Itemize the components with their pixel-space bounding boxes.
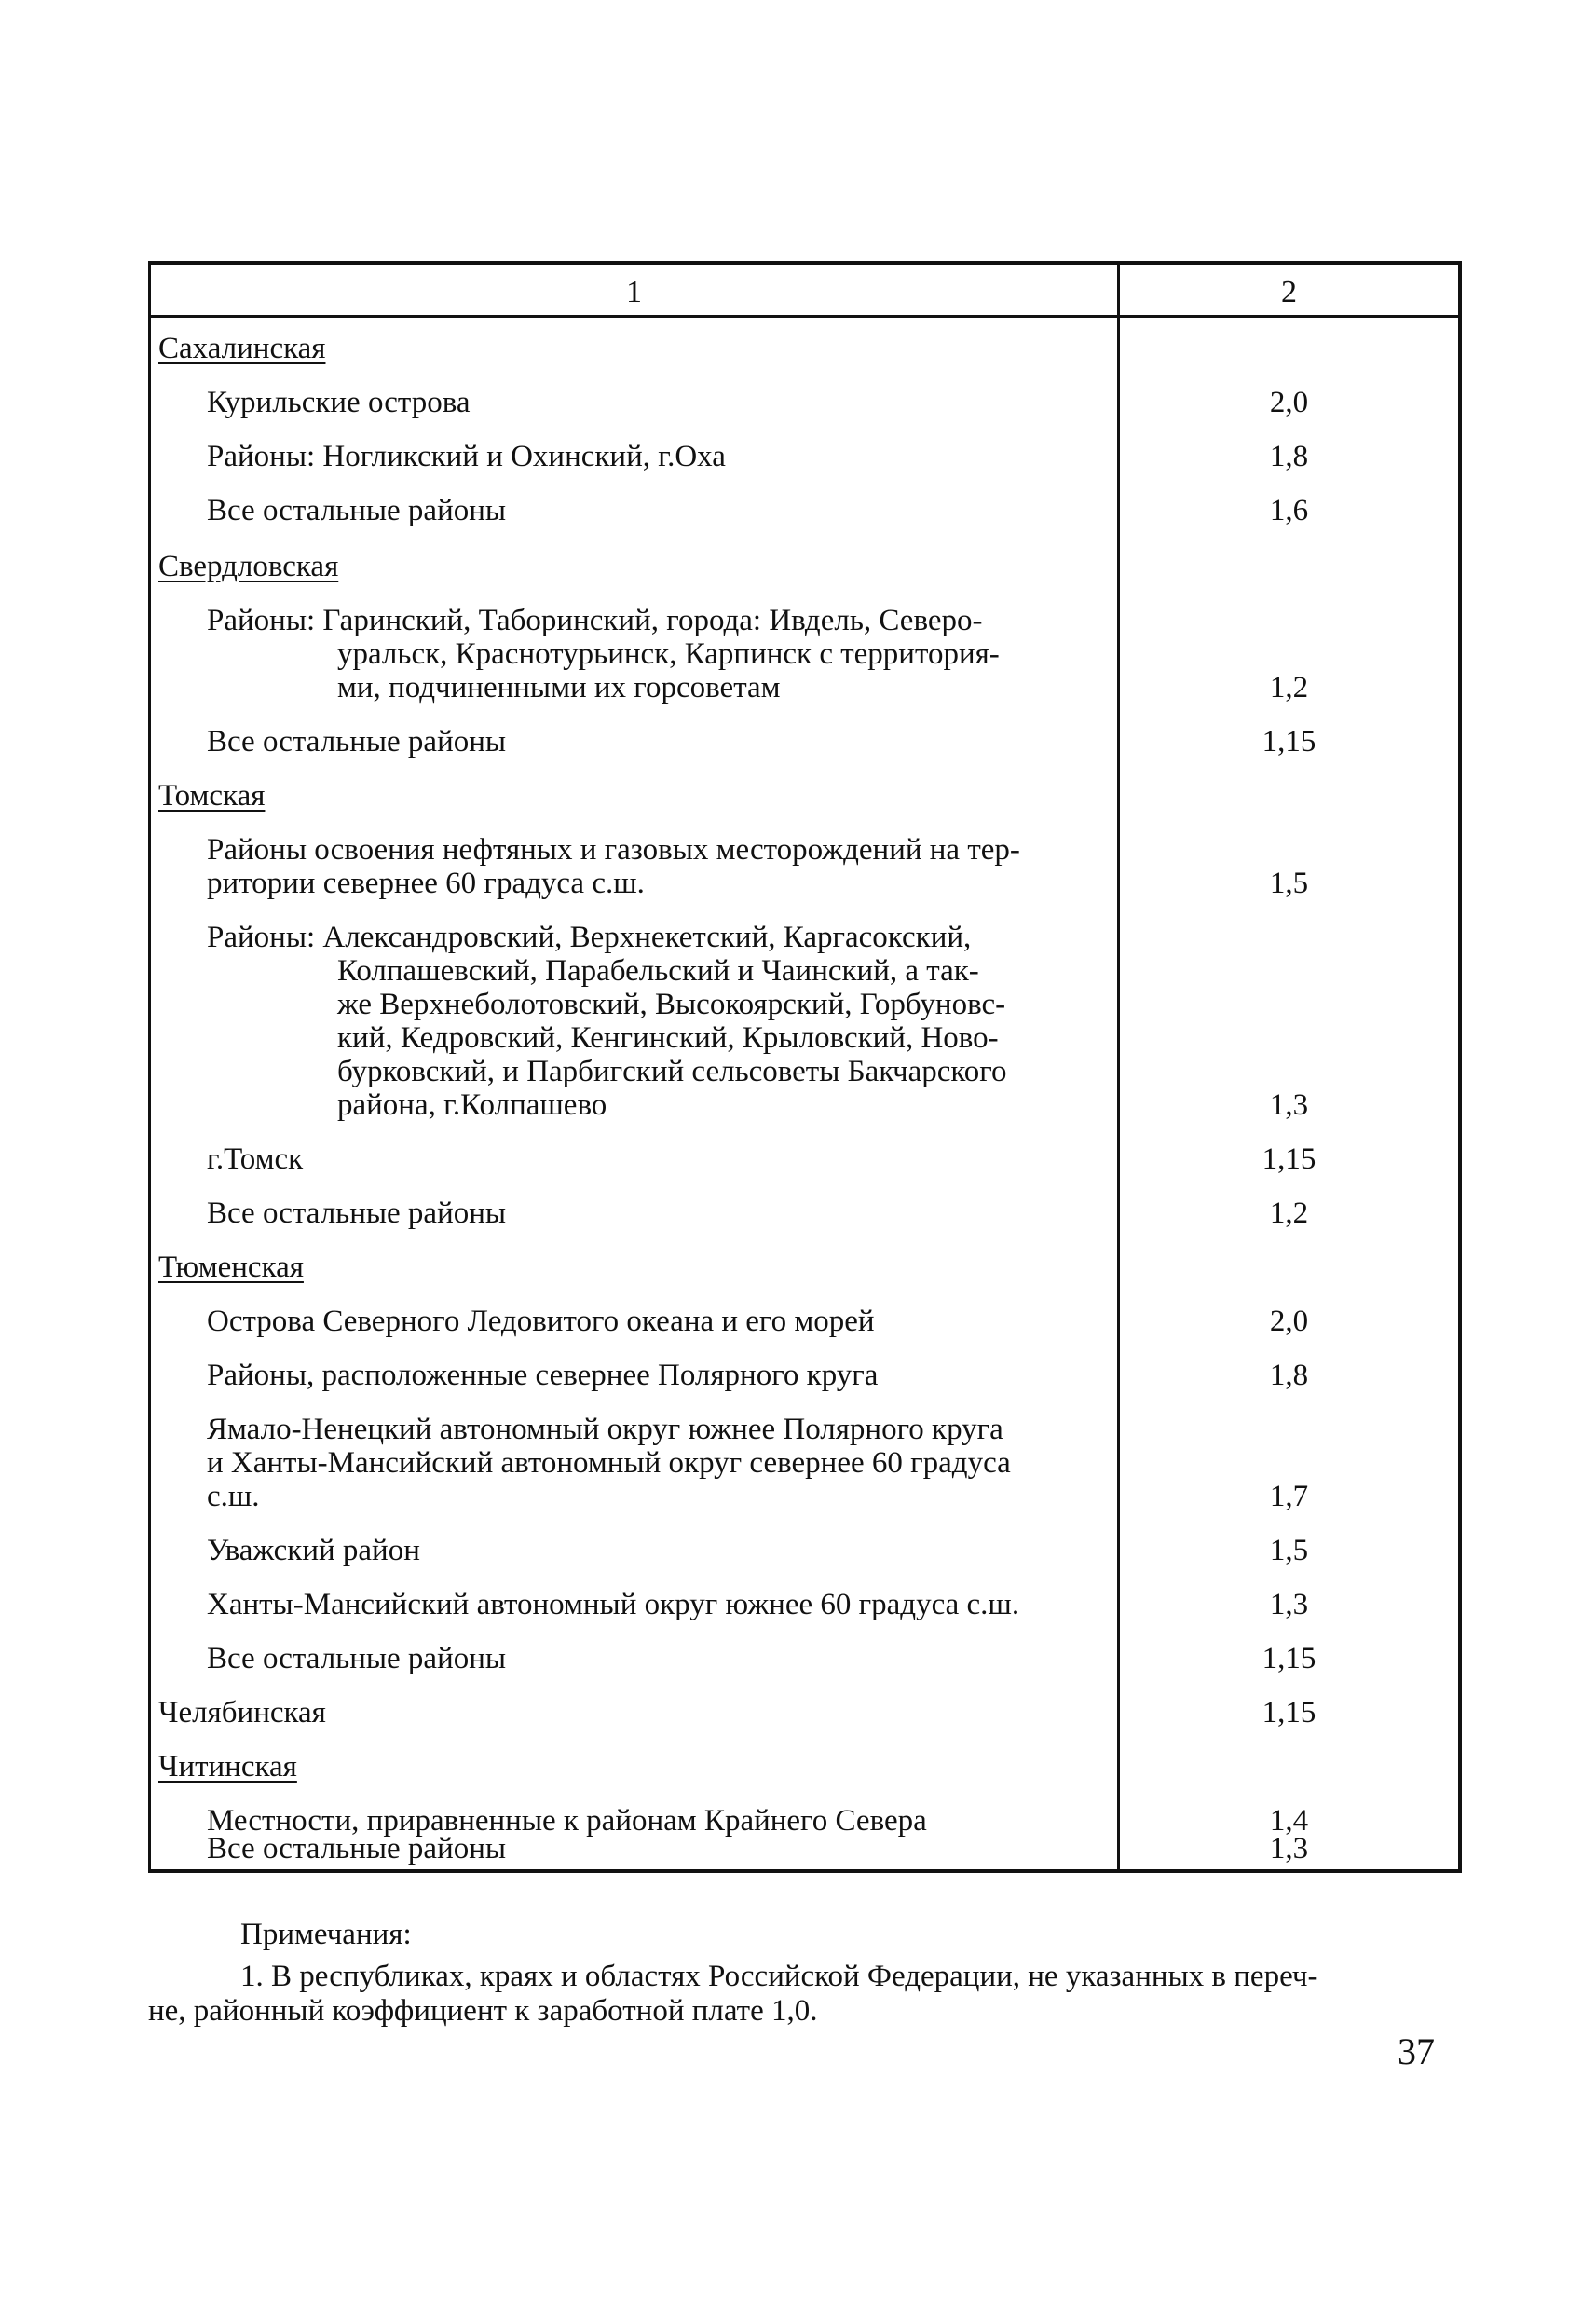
district-text: Все остальные районы <box>207 725 507 759</box>
coefficient-value: 1,3 <box>1269 1088 1309 1122</box>
district-text: Все остальные районы <box>207 1832 507 1866</box>
district-text: бурковский, и Парбигский сельсоветы Бакчарского <box>337 1055 1007 1088</box>
coefficient-value: 1,8 <box>1269 1359 1309 1392</box>
coefficient-value: 1,2 <box>1269 1196 1309 1230</box>
district-text: кий, Кедровский, Кенгинский, Крыловский, Ново- <box>337 1021 999 1055</box>
region-name: Челябинская <box>158 1696 326 1729</box>
coefficient-value: 1,2 <box>1269 671 1309 704</box>
coefficient-value: 1,4 <box>1269 1804 1309 1838</box>
coefficient-value: 1,7 <box>1269 1480 1309 1513</box>
district-text: Все остальные районы <box>207 494 507 527</box>
district-text: Местности, приравненные к районам Крайнего Севера <box>207 1804 927 1838</box>
coefficient-value: 2,0 <box>1269 1305 1309 1338</box>
district-text: Ханты-Мансийский автономный округ южнее 60 градуса с.ш. <box>207 1588 1020 1621</box>
district-text: Все остальные районы <box>207 1642 507 1675</box>
district-text: г.Томск <box>207 1142 304 1176</box>
district-text: уральск, Краснотурьинск, Карпинск с территория- <box>337 637 1000 671</box>
district-text: и Ханты-Мансийский автономный округ севернее 60 градуса <box>207 1446 1011 1480</box>
coefficient-value: 1,5 <box>1269 867 1309 900</box>
coefficient-value: 1,5 <box>1269 1534 1309 1567</box>
coefficient-value: 1,6 <box>1269 494 1309 527</box>
district-text: района, г.Колпашево <box>337 1088 607 1122</box>
district-text: ми, подчиненными их горсоветам <box>337 671 781 704</box>
coefficient-value: 2,0 <box>1269 386 1309 419</box>
district-text: Колпашевский, Парабельский и Чаинский, а так- <box>337 954 979 988</box>
district-text: Районы, расположенные севернее Полярного круга <box>207 1359 879 1392</box>
column-1-header: 1 <box>626 275 642 309</box>
region-name: Сахалинская <box>158 332 326 365</box>
district-text: Все остальные районы <box>207 1196 507 1230</box>
region-name: Читинская <box>158 1750 297 1784</box>
district-text: Курильские острова <box>207 386 471 419</box>
coefficient-value: 1,15 <box>1262 725 1316 759</box>
coefficient-value: 1,15 <box>1262 1142 1316 1176</box>
district-text: ритории севернее 60 градуса с.ш. <box>207 867 645 900</box>
note-line: не, районный коэффициент к заработной плате 1,0. <box>148 1994 818 2028</box>
page-number: 37 <box>1398 2030 1435 2072</box>
region-name: Тюменская <box>158 1251 304 1284</box>
column-2-header: 2 <box>1281 275 1297 309</box>
note-line: 1. В республиках, краях и областях Российской Федерации, не указанных в переч- <box>240 1960 1318 1993</box>
district-text: Уважский район <box>207 1534 420 1567</box>
district-text: же Верхнеболотовский, Высокоярский, Горбуновс- <box>337 988 1006 1021</box>
coefficient-value: 1,3 <box>1269 1832 1309 1866</box>
region-name: Томская <box>158 779 266 813</box>
district-text: Районы: Ногликский и Охинский, г.Оха <box>207 440 726 473</box>
district-text: Острова Северного Ледовитого океана и его морей <box>207 1305 875 1338</box>
district-text: Ямало-Ненецкий автономный округ южнее Полярного круга <box>207 1413 1003 1446</box>
coefficient-value: 1,3 <box>1269 1588 1309 1621</box>
coefficient-table <box>148 261 1462 1873</box>
coefficient-value: 1,15 <box>1262 1642 1316 1675</box>
notes-title: Примечания: <box>240 1918 412 1951</box>
coefficient-value: 1,15 <box>1262 1696 1316 1729</box>
district-text: Районы освоения нефтяных и газовых месторождений на тер- <box>207 833 1020 867</box>
district-text: Районы: Александровский, Верхнекетский, Каргасокский, <box>207 921 972 954</box>
district-text: Районы: Гаринский, Таборинский, города: Ивдель, Северо- <box>207 604 983 637</box>
region-name: Свердловская <box>158 550 339 583</box>
district-text: с.ш. <box>207 1480 260 1513</box>
header-divider <box>151 315 1458 318</box>
coefficient-value: 1,8 <box>1269 440 1309 473</box>
